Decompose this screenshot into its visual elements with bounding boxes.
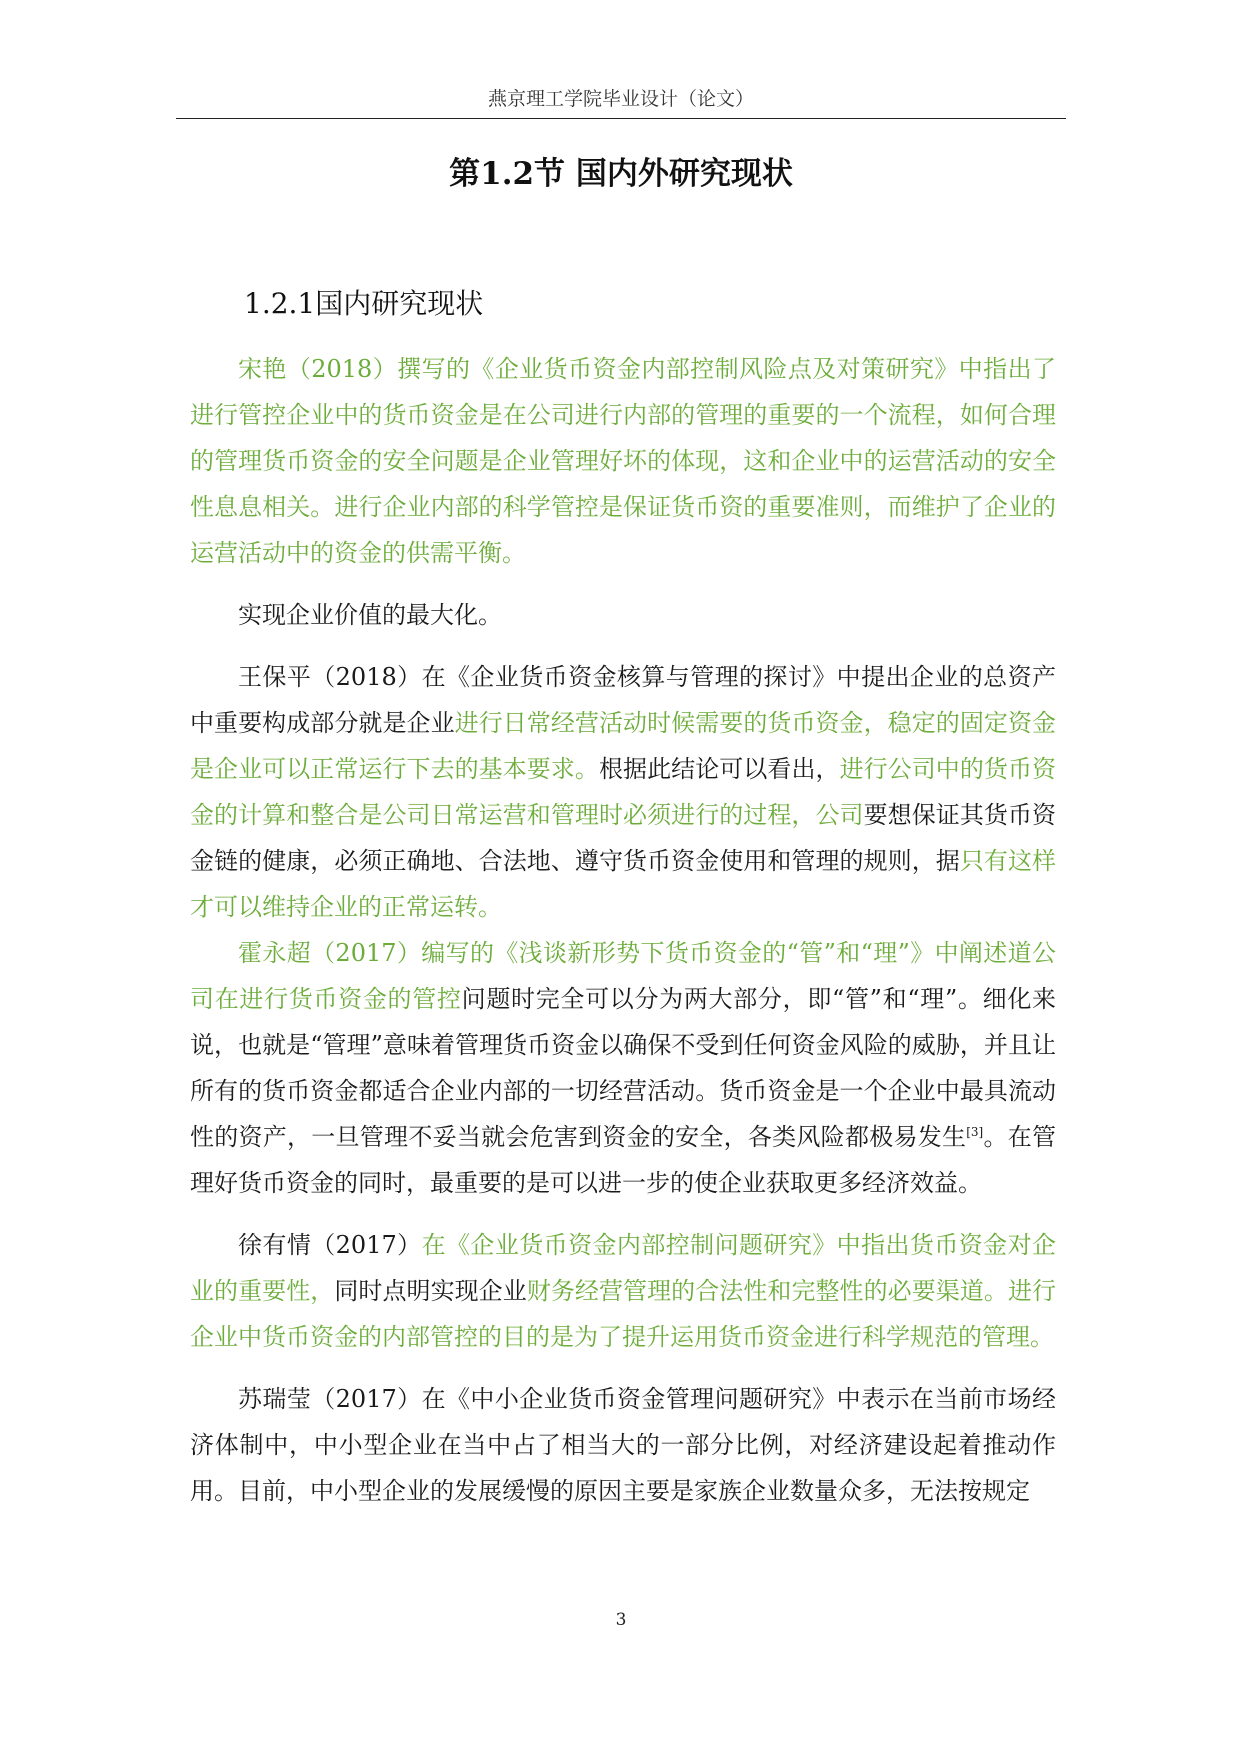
highlighted-text: 进行日常经营活动时候需要的货币资金，稳定的固定资金是企业可以正常运行下去的基本要求。 — [190, 709, 1057, 783]
paragraph-4 — [190, 930, 1056, 1206]
text-run: 王保平（2018）在《企业货币资金核算与管理的探讨》中提出企业的总资产中重要构成部分就是企业 — [190, 663, 1056, 737]
text-run: 根据此结论可以看出， — [598, 755, 840, 783]
highlighted-text: 进行公司中的货币资金的计算和整合是公司日常运营和管理时必须进行的过程，公司 — [190, 755, 1057, 829]
highlighted-text: 财务经营管理的合法性和完整性的必要渠道。进行企业中货币资金的内部管控的目的是为了提升运用货币资金进行科学规范的管理。 — [190, 1277, 1057, 1351]
text-run: 苏瑞莹（2017）在《中小企业货币资金管理问题研究》中表示在当前市场经济体制中，中小型企业在当中占了相当大的一部分比例，对经济建设起着推动作用。目前，中小型企业的发展缓慢的原因主要是家族企业数量众多，无法按规定 — [190, 1385, 1056, 1505]
highlighted-text: 宋艳（2018）撰写的《企业货币资金内部控制风险点及对策研究》中指出了进行管控企业中的货币资金是在公司进行内部的管理的重要的一个流程，如何合理的管理货币资金的安全问题是企业管理好坏的体现，这和企业中的运营活动的安全性息息相关。进行企业内部的科学管控是保证货币资的重要准则，而维护了企业的运营活动中的资金的供需平衡。 — [190, 355, 1056, 567]
page-number: 3 — [615, 1610, 627, 1630]
body-text — [190, 346, 1056, 1514]
paragraph-1 — [190, 346, 1056, 576]
highlighted-text: 在《企业货币资金内部控制问题研究》中指出货币资金对企业的重要性， — [190, 1231, 1057, 1305]
text-run: 徐有情（2017） — [238, 1231, 422, 1259]
highlighted-text: 霍永超（2017）编写的 — [238, 939, 495, 967]
text-run: 实现企业价值的最大化。 — [238, 601, 502, 629]
citation-ref: [3] — [966, 1125, 984, 1139]
subsection-title: 1.2.1国内研究现状 — [244, 287, 484, 320]
page-header: 燕京理工学院毕业设计（论文） — [487, 88, 754, 110]
section-title: 第1.2节 国内外研究现状 — [449, 156, 793, 192]
highlighted-text: 《浅谈新形势下货币资金的“管”和“理”》中阐述道公司在进行货币资金的管控 — [190, 939, 1057, 1013]
paragraph-3 — [190, 654, 1056, 930]
paragraph-5 — [190, 1222, 1056, 1360]
paragraph-6 — [190, 1376, 1056, 1514]
text-run: 要想保证其货币资金链的健康，必须正确地、合法地、遵守货币资金使用和管理的规则，据 — [190, 801, 1057, 875]
text-run: 。在管理好货币资金的同时，最重要的是可以进一步的使企业获取更多经济效益。 — [190, 1123, 1057, 1197]
text-run: 问题时完全可以分为两大部分，即“管”和“理”。细化来说，也就是“管理”意味着管理货币资金以确保不受到任何资金风险的威胁，并且让所有的货币资金都适合企业内部的一切经营活动。货币资金是一个企业中最具流动性的资产，一旦管理不妥当就会危害到资金的安全，各类风险都极易发生 — [190, 985, 1057, 1151]
text-run: 同时点明实现企业 — [334, 1277, 527, 1305]
highlighted-text: 只有这样才可以维持企业的正常运转。 — [190, 847, 1056, 921]
header-rule — [176, 118, 1066, 119]
paragraph-2 — [190, 592, 1056, 638]
